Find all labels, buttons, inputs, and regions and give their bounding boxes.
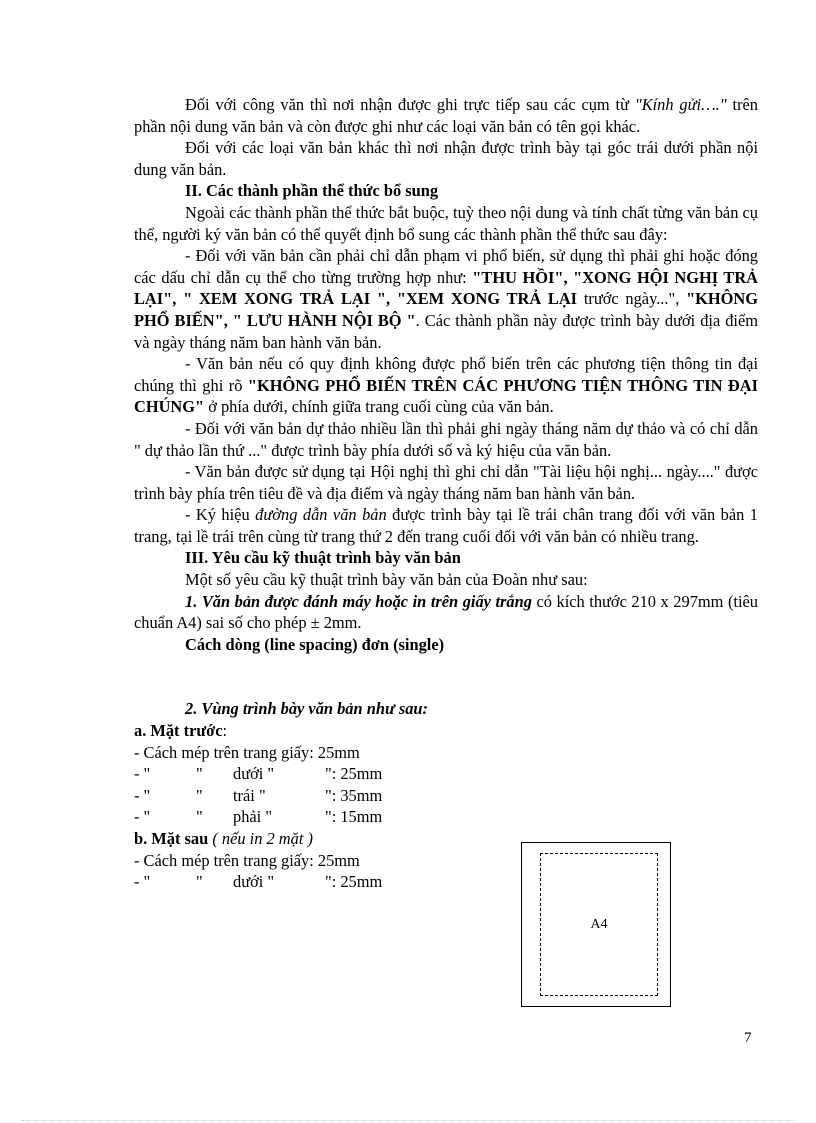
paragraph-media: - Văn bản nếu có quy định không được phổ biến trên các phương tiện thông tin đại chúng thì ghi rõ "KHÔNG PHỔ BIẾN TRÊN CÁC PHƯƠNG TIỆN THÔNG TIN ĐẠI CHÚNG" ở phía dưới, chính giữa trang cuối cùng của văn bản. (134, 354, 758, 417)
paragraph-requirements-intro: Một số yêu cầu kỹ thuật trình bày văn bản của Đoàn như sau: (185, 570, 588, 590)
margin-row: - " " trái " ": 35mm (134, 785, 383, 805)
heading-section-3: III. Yêu cầu kỹ thuật trình bày văn bản (185, 548, 461, 568)
page-number: 7 (744, 1030, 752, 1046)
paragraph-recipient-other: Đối với các loại văn bản khác thì nơi nhận được trình bày tại góc trái dưới phần nội dung văn bản. (134, 138, 758, 179)
margin-row: - Cách mép trên trang giấy: 25mm (134, 742, 360, 762)
margin-row: - " " phải " ": 15mm (134, 807, 383, 827)
a4-label: A4 (590, 916, 608, 932)
document-body (134, 94, 758, 893)
heading-layout-area: 2. Vùng trình bày văn bản như sau: (185, 699, 429, 719)
label-front-side: a. Mặt trước: (134, 721, 228, 741)
paragraph-draft: - Đối với văn bản dự thảo nhiều lần thì phải ghi ngày tháng năm dự thảo và có chỉ dẫn " dự thảo lần thứ ..." được trình bày phía dưới số và ký hiệu của văn bản. (134, 418, 758, 460)
margin-row: - " " dưới " ": 25mm (134, 872, 383, 892)
heading-section-2: II. Các thành phần thể thức bổ sung (185, 181, 439, 201)
margin-row: - Cách mép trên trang giấy: 25mm (134, 850, 360, 870)
paragraph-recipient-letter: Đối với công văn thì nơi nhận được ghi trực tiếp sau các cụm từ "Kính gửi…." trên phần nội dung văn bản và còn được ghi như các loại văn bản có tên gọi khác. (134, 95, 758, 136)
paragraph-conference: - Văn bản được sử dụng tại Hội nghị thì ghi chỉ dẫn "Tài liệu hội nghị... ngày...." được trình bày phía trên tiêu đề và địa điểm và ngày tháng năm ban hành văn bản. (134, 462, 758, 503)
page-bottom-divider (22, 1120, 794, 1121)
label-back-side: b. Mặt sau ( nếu in 2 mặt ) (134, 829, 313, 848)
a4-print-area (540, 853, 658, 996)
margin-row: - " " dưới " ": 25mm (134, 764, 383, 784)
paragraph-intro-supplement: Ngoài các thành phần thể thức bắt buộc, tuỳ theo nội dung và tính chất từng văn bản cụ thể, người ký văn bản có thể quyết định bổ sung các thành phần thể thức sau đây: (134, 202, 758, 244)
paragraph-distribution: - Đối với văn bản cần phải chỉ dẫn phạm vi phổ biến, sử dụng thì phải ghi hoặc đóng các dấu chỉ dẫn cụ thể cho từng trường hợp như: "THU HỒI", "XONG HỘI NGHỊ TRẢ LẠI", " XEM XONG TRẢ LẠI ", "XEM XONG TRẢ LẠI trước ngày...", "KHÔNG PHỔ BIẾN", " LƯU HÀNH NỘI BỘ ". Các thành phần này được trình bày dưới địa điểm và ngày tháng năm ban hành văn bản. (134, 246, 758, 352)
paragraph-paper-size: 1. Văn bản được đánh máy hoặc in trên giấy trắng có kích thước 210 x 297mm (tiêu chuẩn A4) sai số cho phép ± 2mm. (134, 591, 758, 633)
paragraph-line-spacing: Cách dòng (line spacing) đơn (single) (185, 634, 445, 654)
paragraph-path-symbol: - Ký hiệu đường dẫn văn bản được trình bày tại lề trái chân trang đối với văn bản 1 trang, tại lề trái trên cùng từ trang thứ 2 đến trang cuối đối với văn bản có nhiều trang. (134, 505, 758, 546)
